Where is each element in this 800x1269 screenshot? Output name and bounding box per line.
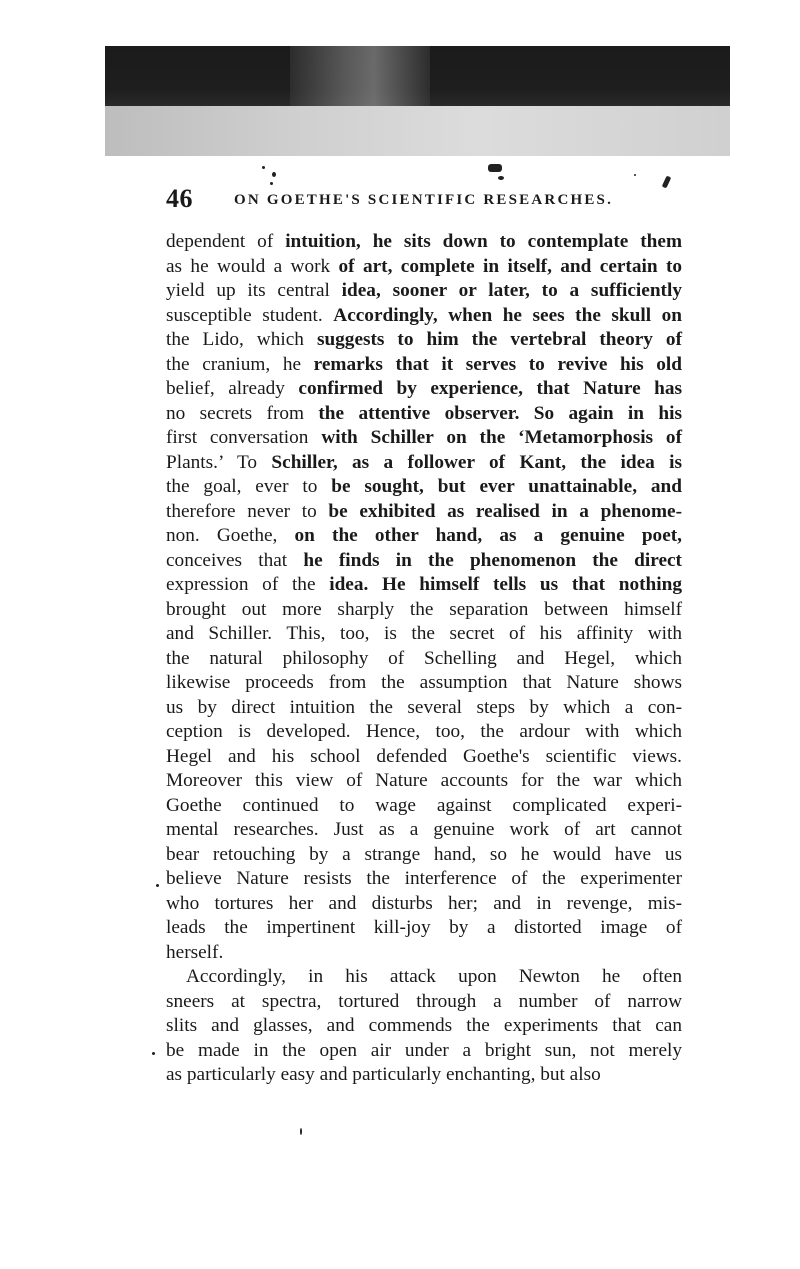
scan-speck (272, 172, 276, 177)
text-line (166, 965, 682, 990)
text-run: sneers at spectra, tortured through a number of narrow (166, 990, 682, 1012)
text-run: be made in the open air under a bright sun, not merely (166, 1039, 682, 1061)
text-run: Accordingly, in his attack upon Newton he often (186, 966, 682, 987)
text-line (166, 255, 682, 280)
text-line (166, 745, 682, 770)
running-head-title: ON GOETHE'S SCIENTIFIC RESEARCHES. (234, 192, 614, 208)
text-line (166, 598, 682, 623)
text-run: mental researches. Just as a genuine work of art cannot (166, 819, 682, 840)
bold-text-run: be exhibited as realised in a phenome- (328, 500, 682, 522)
text-run: susceptible student. (166, 304, 334, 326)
text-line (166, 573, 682, 598)
text-line (166, 353, 682, 378)
scan-speck (152, 1052, 155, 1055)
text-run: conceives that (166, 549, 304, 571)
text-run: Plants.’ To (166, 451, 272, 473)
text-run: slits and glasses, and commends the experiments that can (166, 1015, 682, 1036)
text-run: and Schiller. This, too, is the secret of his affinity with (166, 623, 682, 644)
text-line (166, 916, 682, 941)
text-line (166, 377, 682, 402)
text-run: Goethe continued to wage against complicated experi- (166, 794, 682, 816)
text-line (166, 402, 682, 427)
text-run: dependent of (166, 231, 286, 252)
text-line (166, 941, 682, 966)
text-run: the natural philosophy of Schelling and Hegel, which (166, 647, 682, 669)
text-line (166, 794, 682, 819)
text-run: first conversation (166, 427, 322, 448)
bold-text-run: the attentive observer. So again in his (318, 402, 682, 424)
bold-text-run: be sought, but ever unattainable, and (331, 476, 683, 497)
scan-artifact-bar (105, 46, 730, 156)
text-line (166, 843, 682, 868)
bold-text-run: Accordingly, when he sees the skull on (333, 304, 682, 326)
text-run: who tortures her and disturbs her; and in revenge, mis- (166, 892, 682, 914)
bold-text-run: remarks that it serves to revive his old (313, 353, 682, 375)
text-run: Moreover this view of Nature accounts for the war which (166, 770, 682, 791)
text-run: non. Goethe, (166, 525, 295, 546)
text-run: bear retouching by a strange hand, so he would have us (166, 843, 682, 865)
text-run: the Lido, which (166, 329, 317, 350)
text-run: yield up its central (166, 280, 342, 301)
text-line (166, 1063, 682, 1088)
text-run: ception is developed. Hence, too, the ardour with which (166, 721, 682, 742)
text-line (166, 549, 682, 574)
scan-speck (488, 164, 502, 172)
bold-text-run: idea. He himself tells us that nothing (329, 574, 682, 595)
bold-text-run: intuition, he sits down to contemplate them (285, 231, 683, 252)
text-run: the goal, ever to (166, 476, 332, 497)
scan-speck (262, 166, 265, 169)
text-line (166, 647, 682, 672)
text-line (166, 1039, 682, 1064)
text-run: brought out more sharply the separation between himself (166, 598, 682, 620)
bold-text-run: Schiller, as a follower of Kant, the idea is (271, 451, 683, 473)
bold-text-run: confirmed by experience, that Nature has (298, 378, 682, 399)
text-line (166, 720, 682, 745)
text-line (166, 230, 682, 255)
text-run: expression of the (166, 574, 330, 595)
text-line (166, 304, 682, 329)
text-line (166, 696, 682, 721)
text-line (166, 1014, 682, 1039)
text-line (166, 671, 682, 696)
bold-text-run: he finds in the phenomenon the direct (303, 549, 682, 571)
text-line (166, 867, 682, 892)
text-line (166, 769, 682, 794)
text-run: as he would a work (166, 255, 339, 277)
text-line (166, 524, 682, 549)
running-head (166, 180, 686, 220)
text-line (166, 426, 682, 451)
bold-text-run: with Schiller on the ‘Metamorphosis of (321, 427, 682, 448)
scan-gray-strip (105, 106, 730, 156)
text-run: likewise proceeds from the assumption that Nature shows (166, 672, 682, 693)
scan-speck (634, 174, 636, 176)
text-line (166, 475, 682, 500)
text-run: us by direct intuition the several steps by which a con- (166, 696, 682, 718)
text-run: the cranium, he (166, 353, 314, 375)
text-run: therefore never to (166, 500, 329, 522)
text-run: Hegel and his school defended Goethe's scientific views. (166, 745, 682, 767)
text-line (166, 500, 682, 525)
text-line (166, 892, 682, 917)
text-run: herself. (166, 941, 224, 963)
bold-text-run: on the other hand, as a genuine poet, (294, 525, 682, 546)
text-line (166, 622, 682, 647)
text-run: no secrets from (166, 402, 319, 424)
page-number: 46 (166, 184, 193, 213)
bold-text-run: suggests to him the vertebral theory of (316, 329, 682, 350)
text-line (166, 818, 682, 843)
paragraph (166, 230, 682, 965)
text-line (166, 451, 682, 476)
bold-text-run: idea, sooner or later, to a sufficiently (341, 280, 682, 301)
scan-glare (290, 46, 430, 108)
text-run: believe Nature resists the interference of the experimenter (166, 868, 682, 889)
scan-speck (300, 1128, 302, 1135)
text-line (166, 990, 682, 1015)
text-line (166, 328, 682, 353)
text-run: leads the impertinent kill-joy by a distorted image of (166, 917, 682, 938)
body-text (166, 230, 682, 1088)
text-run: as particularly easy and particularly enchanting, but also (166, 1064, 601, 1085)
text-run: belief, already (166, 378, 299, 399)
scan-speck (156, 884, 159, 887)
text-line (166, 279, 682, 304)
bold-text-run: of art, complete in itself, and certain to (338, 255, 683, 277)
paragraph (166, 965, 682, 1088)
